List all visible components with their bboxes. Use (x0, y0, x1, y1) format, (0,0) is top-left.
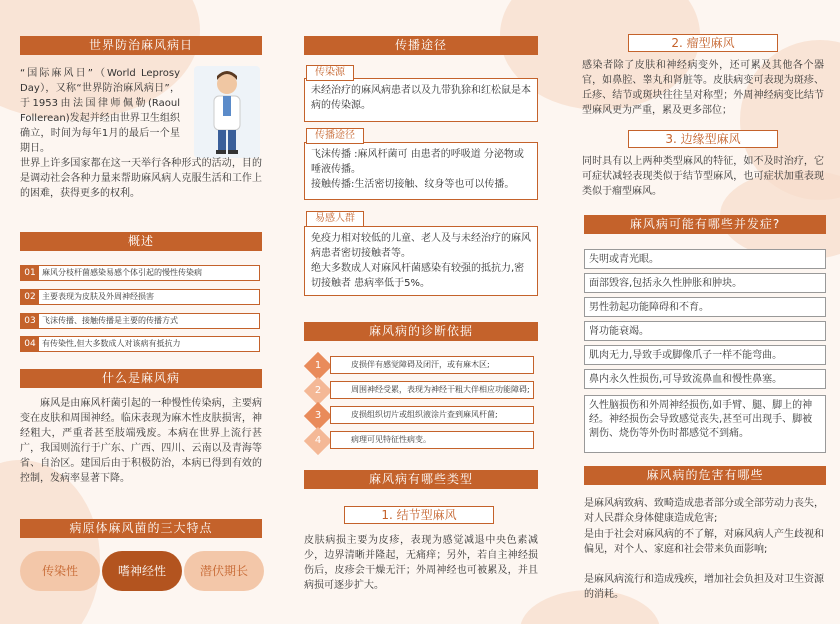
doctor-icon (194, 66, 260, 158)
traits-title: 病原体麻风菌的三大特点 (20, 519, 262, 538)
type-lepromatous-title: 2. 瘤型麻风 (628, 34, 778, 52)
group-tag: 易感人群 (306, 211, 364, 227)
diagnosis-title: 麻风病的诊断依据 (304, 322, 538, 341)
trait-long-incubation: 潜伏期长 (184, 551, 264, 591)
group-text-1: 免疫力相对较低的儿童、老人及与未经治疗的麻风病患者密切接触者等。 (311, 233, 531, 259)
complication-item: 久性脑损伤和外周神经损伤,如手臂、腿、脚上的神经。神经损伤会导致感觉丧失,甚至可出现手、脚被割伤、烧伤等外伤时都感觉不到痛。 (584, 395, 826, 453)
overview-item: 04 有传染性,但大多数成人对该病有抵抗力 (20, 336, 260, 352)
type-nodular-title: 1. 结节型麻风 (344, 506, 494, 524)
column-right (578, 0, 828, 624)
complication-item: 肌肉无力,导致手或脚像爪子一样不能弯曲。 (584, 345, 826, 365)
diagnosis-item: 2 周围神经受累，表现为神经干粗大伴相应功能障碍; (300, 381, 540, 405)
type-lepromatous-text: 感染者除了皮肤和神经病变外，还可累及其他各个器官，如鼻腔、睾丸和肾脏等。皮肤病变可表现为斑疹、丘疹、结节或斑块往往呈对称型；外周神经病变比结节型麻风更为严重，累及更多部位； (582, 60, 824, 116)
complication-item: 失明或青光眼。 (584, 249, 826, 269)
group-text-2: 绝大多数成人对麻风杆菌感染有较强的抵抗力,密切接触者 患病率低于5%。 (311, 263, 525, 289)
harm-item: 是由于社会对麻风病的不了解，对麻风病人产生歧视和偏见，对个人、家庭和社会带来负面影响; (584, 529, 824, 555)
column-left (14, 0, 274, 624)
route-text-2: 接触传播:生活密切接触、纹身等也可以传播。 (311, 179, 515, 190)
overview-item: 03 飞沫传播、接触传播是主要的传播方式 (20, 313, 260, 329)
types-title: 麻风病有哪些类型 (304, 470, 538, 489)
harm-title: 麻风病的危害有哪些 (584, 466, 826, 485)
world-day-text-b: 世界上许多国家都在这一天举行各种形式的活动，目的是调动社会各种力量来帮助麻风病人克服生活和工作上的困难，获得更多的权利。 (20, 158, 262, 199)
overview-item: 01 麻风分枝杆菌感染易感个体引起的慢性传染病 (20, 265, 260, 281)
column-middle (300, 0, 540, 624)
complication-item: 男性勃起功能障碍和不育。 (584, 297, 826, 317)
complication-item: 肾功能衰竭。 (584, 321, 826, 341)
source-text: 未经治疗的麻风病患者以及九带犰狳和红松鼠是本病的传染源。 (311, 85, 531, 111)
harm-item: 是麻风病流行和造成残疾，增加社会负担及对卫生资源的消耗。 (584, 574, 824, 600)
source-tag: 传染源 (306, 65, 354, 81)
route-tag: 传播途径 (306, 128, 364, 144)
type-nodular-text: 皮肤病损主要为皮疹，表现为感觉减退中央色素减少，边界清晰并隆起，无痛痒；另外，若自主神经损伤后，皮疹会干燥无汗；外周神经也可被累及，并且病损可逐步扩大。 (304, 535, 538, 591)
complication-item: 面部毁容,包括永久性肿胀和肿块。 (584, 273, 826, 293)
world-day-title: 世界防治麻风病日 (20, 36, 262, 55)
type-borderline-text: 同时具有以上两种类型麻风的特征，如不及时治疗，它可症状减轻表现类似于结节型麻风，也可症状加重表现类似于瘤型麻风。 (582, 156, 824, 197)
trait-contagious: 传染性 (20, 551, 100, 591)
diagnosis-item: 1 皮损伴有感觉障碍及闭汗，或有麻木区; (300, 356, 540, 380)
overview-title: 概述 (20, 232, 262, 251)
overview-item: 02 主要表现为皮肤及外周神经损害 (20, 289, 260, 305)
diagnosis-item: 3 皮损组织切片或组织液涂片查到麻风杆菌; (300, 406, 540, 430)
type-borderline-title: 3. 边缘型麻风 (628, 130, 778, 148)
group-box (304, 226, 538, 296)
route-box (304, 142, 538, 200)
complications-title: 麻风病可能有哪些并发症? (584, 215, 826, 234)
world-day-text-a: “国际麻风日”（World Leprosy Day），又称“世界防治麻风病日”，于1953由法国律师佩勒(Raoul Follerean)发起并经由世界卫生组织确立，时间为每年1月的最后一个星期日。 (20, 68, 180, 154)
trait-neurotropic: 嗜神经性 (102, 551, 182, 591)
harm-item: 是麻风病致病、致畸造成患者部分或全部劳动力丧失，对人民群众身体健康造成危害; (584, 498, 824, 524)
source-box (304, 78, 538, 122)
complication-item: 鼻内永久性损伤,可导致流鼻血和慢性鼻塞。 (584, 369, 826, 389)
what-title: 什么是麻风病 (20, 369, 262, 388)
diagnosis-item: 4 病理可见特征性病变。 (300, 431, 540, 455)
route-text-1: 飞沫传播 :麻风杆菌可 由患者的呼吸道 分泌物或唾液传播。 (311, 149, 524, 175)
spread-title: 传播途径 (304, 36, 538, 55)
what-text: 麻风是由麻风杆菌引起的一种慢性传染病，主要病变在皮肤和周围神经。临床表现为麻木性皮肤损害，神经粗大，严重者甚至肢端残废。本病在世界上流行甚广，我国则流行于广东、广西、四川、云南以及青海等省、自治区。建国后由于积极防治，本病已得到有效的控制，发病率显著下降。 (20, 398, 262, 484)
